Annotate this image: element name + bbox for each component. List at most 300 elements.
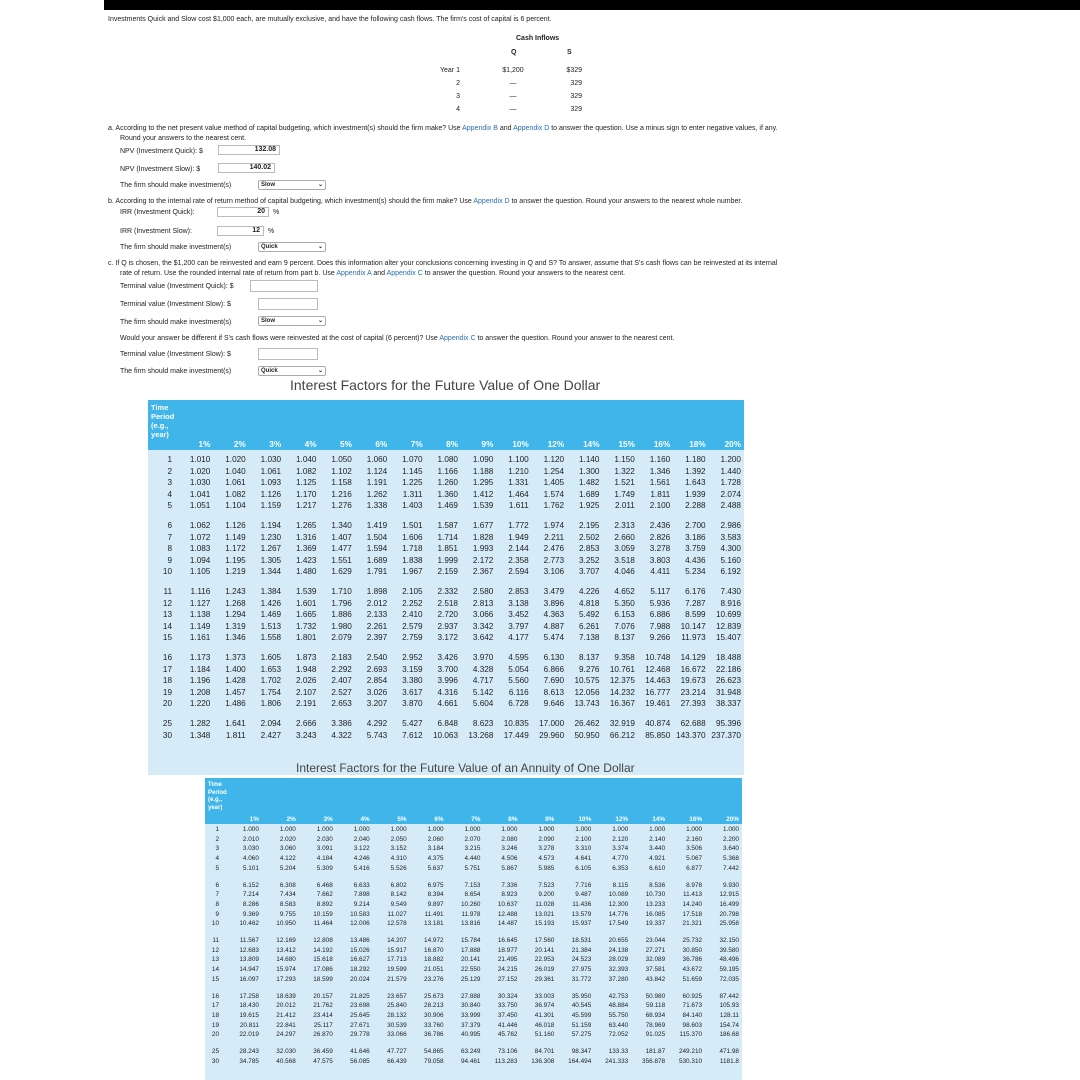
table-cell: 27.888 <box>460 992 481 1000</box>
table-cell: 3.386 <box>331 719 352 728</box>
part-c-text-post: to answer the question. Round your answers to the nearest cent. <box>422 270 626 277</box>
table-cell: 41.646 <box>350 1048 370 1055</box>
table-cell: 21.412 <box>276 1011 296 1019</box>
table-cell: 98.347 <box>571 1048 592 1055</box>
table-cell: 1.346 <box>649 466 671 476</box>
table-cell: 13.233 <box>645 900 666 908</box>
appendix-a-link[interactable]: Appendix A <box>336 270 372 277</box>
table-cell: 3.159 <box>402 664 423 674</box>
tv-slow-input[interactable] <box>258 298 318 310</box>
table-cell: 1.191 <box>366 478 388 488</box>
table-cell: 32.393 <box>608 966 629 974</box>
table-cell: 2.436 <box>649 521 671 530</box>
table-cell: 27.975 <box>571 966 592 974</box>
table-cell: 6.192 <box>720 567 741 577</box>
table-cell: 25.732 <box>682 937 703 944</box>
table-cell: 17.518 <box>682 910 703 918</box>
table-cell: 1.126 <box>260 489 282 499</box>
table-cell: 3.642 <box>472 633 494 643</box>
irr-quick-input[interactable]: 20 <box>217 207 269 217</box>
cf-year: 2 <box>456 80 460 87</box>
table-cell: 21.321 <box>682 920 703 928</box>
table-cell: 1.230 <box>260 532 282 542</box>
table-cell: 1.504 <box>366 532 388 542</box>
table-cell: 19.673 <box>680 676 706 686</box>
table-cell: 2.720 <box>437 610 458 620</box>
table-cell: 2.580 <box>472 587 494 596</box>
table-cell: 1.149 <box>225 532 246 542</box>
table-cell: 35.950 <box>571 992 592 1000</box>
table-cell: 25.958 <box>719 920 739 928</box>
tv-slow2-label: Terminal value (Investment Slow): $ <box>120 351 231 358</box>
table-cell: 1.276 <box>331 501 352 511</box>
table-cell: 7.336 <box>501 881 518 889</box>
period-label: 8 <box>215 900 219 908</box>
cf-year: 4 <box>456 106 460 113</box>
table-cell: 154.74 <box>719 1021 739 1029</box>
table-cell: 2.050 <box>390 835 407 843</box>
table-cell: 6.886 <box>649 610 671 620</box>
table-cell: 26.870 <box>313 1031 333 1039</box>
period-label: 11 <box>163 587 172 596</box>
table-cell: 4.246 <box>353 855 370 863</box>
table-cell: 23.276 <box>424 975 444 983</box>
table-cell: 2.488 <box>720 501 741 511</box>
table-cell: 36.786 <box>682 956 703 964</box>
table-cell: 1.828 <box>472 532 494 542</box>
table-cell: 6.802 <box>390 881 407 889</box>
part-a-round-note: Round your answers to the nearest cent. <box>120 135 247 142</box>
table-cell: 3.583 <box>720 532 741 542</box>
table-cell: 47.727 <box>387 1048 407 1055</box>
table-cell: 8.115 <box>612 881 629 889</box>
table-cell: 1.898 <box>366 587 388 596</box>
table-cell: 13.809 <box>239 956 259 964</box>
table-cell: 1.967 <box>402 567 423 577</box>
irr-slow-input[interactable]: 12 <box>217 226 264 236</box>
table-cell: 1.145 <box>402 466 423 476</box>
table-cell: 1.440 <box>720 466 741 476</box>
table-cell: 2.011 <box>614 501 635 511</box>
table-cell: 1.225 <box>402 478 423 488</box>
table-cell: 11.567 <box>239 937 259 944</box>
table-cell: 11.027 <box>387 910 407 918</box>
table-cell: 10.748 <box>645 653 671 662</box>
table-cell: 18.599 <box>313 975 333 983</box>
table-cell: 7.690 <box>543 676 565 686</box>
table-cell: 1.714 <box>437 532 458 542</box>
table-cell: 3.518 <box>614 555 635 565</box>
table-cell: 1.172 <box>225 544 246 554</box>
tv-quick-input[interactable] <box>250 280 318 292</box>
table-cell: 32.150 <box>719 937 739 944</box>
period-label: 9 <box>167 555 172 565</box>
table-cell: 7.716 <box>575 881 592 889</box>
part-c-decision-select[interactable] <box>258 316 326 326</box>
period-label: 8 <box>167 544 172 554</box>
part-a-decision-select[interactable] <box>258 180 326 190</box>
table-cell: 5.350 <box>614 598 635 608</box>
table-cell: 18.882 <box>424 956 444 964</box>
tv-quick-label: Terminal value (Investment Quick): $ <box>120 283 234 290</box>
table-cell: 1.426 <box>260 598 282 608</box>
period-label: 5 <box>215 864 219 872</box>
table-cell: 2.292 <box>331 664 352 674</box>
table-cell: 23.657 <box>387 992 407 1000</box>
table-cell: 4.310 <box>390 855 407 863</box>
table-cell: 25.645 <box>350 1011 370 1019</box>
table-cell: 16.367 <box>609 699 635 709</box>
table-cell: 1.594 <box>366 544 388 554</box>
table-cell: 1.851 <box>437 544 458 554</box>
table-cell: 13.181 <box>424 920 444 928</box>
table-cell: 5.560 <box>508 676 529 686</box>
table-cell: 3.996 <box>437 676 458 686</box>
column-header: 15% <box>618 440 635 449</box>
table-cell: 14.487 <box>497 920 518 928</box>
table-cell: 9.214 <box>353 900 370 908</box>
table-cell: 6.353 <box>612 864 629 872</box>
table-cell: 3.138 <box>508 598 529 608</box>
period-label: 14 <box>211 966 219 974</box>
table-cell: 3.243 <box>296 730 317 740</box>
table-cell: 15.784 <box>460 937 481 944</box>
chevron-down-icon: ⌄ <box>317 244 323 250</box>
table-cell: 1.477 <box>331 544 352 554</box>
table-cell: 1.718 <box>402 544 423 554</box>
table-cell: 18.977 <box>497 946 518 954</box>
table-cell: 12.683 <box>239 946 259 954</box>
table-cell: 1.993 <box>472 544 494 554</box>
table-cell: 1.294 <box>225 610 246 620</box>
part-c-decision2-value: Quick <box>261 368 278 374</box>
table-cell: 1.407 <box>331 532 352 542</box>
table-cell: 2.159 <box>437 567 458 577</box>
column-header: 8% <box>446 440 458 449</box>
table-cell: 3.970 <box>472 653 494 662</box>
table-cell: 62.688 <box>680 719 706 728</box>
table-cell: 5.160 <box>720 555 741 565</box>
table-cell: 6.848 <box>437 719 458 728</box>
table-cell: 2.653 <box>331 699 352 709</box>
table-cell: 12.488 <box>497 910 518 918</box>
period-label: 12 <box>162 598 172 608</box>
table-cell: 10.950 <box>276 920 296 928</box>
table-cell: 63.440 <box>608 1021 629 1029</box>
table-cell: 17.000 <box>539 719 565 728</box>
appendix-d-link-b[interactable]: Appendix D <box>473 198 510 205</box>
table-cell: 9.358 <box>614 653 635 662</box>
table-cell: 21.825 <box>350 992 370 1000</box>
tv-slow2-input[interactable] <box>258 348 318 360</box>
table-cell: 2.407 <box>331 676 352 686</box>
table-cell: 33.066 <box>387 1031 407 1039</box>
table-cell: 72.052 <box>608 1031 629 1039</box>
table-cell: 1.116 <box>190 587 211 596</box>
table-cell: 1.040 <box>296 455 317 464</box>
table-cell: 28.213 <box>424 1002 444 1010</box>
table-cell: 25.129 <box>460 975 481 983</box>
table-cell: 40.545 <box>571 1002 592 1010</box>
table-cell: 1.062 <box>189 521 211 530</box>
table-cell: 1.030 <box>260 455 282 464</box>
table-cell: 1.083 <box>189 544 211 554</box>
table-cell: 8.583 <box>279 900 296 908</box>
table-cell: 1.120 <box>543 455 565 464</box>
table-cell: 1.319 <box>225 621 246 631</box>
table-cell: 57.275 <box>571 1031 592 1039</box>
table-cell: 2.140 <box>649 835 666 843</box>
table-cell: 72.035 <box>719 975 739 983</box>
table-cell: 3.059 <box>614 544 635 554</box>
table-cell: 3.252 <box>579 555 600 565</box>
table-cell: 1.070 <box>402 455 423 464</box>
table-cell: 5.309 <box>316 864 333 872</box>
table-cell: 24.297 <box>276 1031 296 1039</box>
table-cell: 5.142 <box>472 687 494 697</box>
table-cell: 8.599 <box>685 610 706 620</box>
table-cell: 2.080 <box>501 835 518 843</box>
table-cell: 2.160 <box>686 835 703 843</box>
npv-quick-label: NPV (Investment Quick): $ <box>120 148 203 155</box>
table-cell: 10.730 <box>645 891 666 899</box>
table-cell: 10.063 <box>432 730 458 740</box>
table-cell: 1.000 <box>686 826 703 833</box>
table-cell: 8.892 <box>316 900 333 908</box>
table-cell: 20.141 <box>534 946 555 954</box>
table-cell: 36.786 <box>424 1031 444 1039</box>
table-cell: 1181.8 <box>719 1057 739 1065</box>
table-cell: 2.074 <box>720 489 741 499</box>
table-cell: 6.610 <box>649 864 666 872</box>
table-cell: 9.549 <box>390 900 407 908</box>
table-cell: 2.358 <box>508 555 529 565</box>
table-cell: 48.496 <box>719 956 739 964</box>
table-cell: 15.407 <box>715 633 741 643</box>
period-label: 20 <box>162 699 172 709</box>
table-cell: 4.184 <box>316 855 333 863</box>
table-cell: 1.217 <box>296 501 317 511</box>
table-cell: 25.673 <box>424 992 444 1000</box>
table-cell: 5.526 <box>390 864 407 872</box>
table-cell: 79.058 <box>424 1057 444 1065</box>
table-cell: 16.627 <box>350 956 370 964</box>
table-cell: 14.776 <box>608 910 629 918</box>
table-cell: 10.147 <box>680 621 706 631</box>
table-cell: 1.265 <box>296 521 317 530</box>
table-cell: 1.000 <box>427 826 444 833</box>
table-cell: 3.030 <box>242 845 259 853</box>
table-cell: 1.051 <box>189 501 211 511</box>
table-cell: 21.051 <box>424 966 444 974</box>
table-cell: 33.760 <box>424 1021 444 1029</box>
table-cell: 1.665 <box>296 610 317 620</box>
table-cell: 4.046 <box>614 567 635 577</box>
table-cell: 1.873 <box>296 653 317 662</box>
table-cell: 2.853 <box>508 587 529 596</box>
npv-slow-input[interactable]: 140.02 <box>218 163 275 173</box>
table-cell: 66.439 <box>387 1057 407 1065</box>
table-cell: 2.012 <box>366 598 388 608</box>
table-cell: 3.803 <box>649 555 671 565</box>
table-cell: 1.000 <box>279 826 296 833</box>
table-cell: 7.988 <box>649 621 671 631</box>
part-b-decision-select[interactable] <box>258 242 326 252</box>
part-a-decision-value: Slow <box>261 182 276 188</box>
column-header: 20% <box>724 440 741 449</box>
table-cell: 16.085 <box>645 910 666 918</box>
table-cell: 1.158 <box>331 478 352 488</box>
table-cell: 26.623 <box>715 676 741 686</box>
table-cell: 30.840 <box>460 1002 481 1010</box>
part-b-decision-value: Quick <box>261 244 278 250</box>
period-label: 18 <box>211 1011 219 1019</box>
column-header: 16% <box>689 816 703 823</box>
table-cell: 164.494 <box>568 1057 592 1065</box>
period-label: 14 <box>162 621 172 631</box>
table-cell: 23.044 <box>645 937 666 944</box>
table-cell: 241.333 <box>605 1057 629 1065</box>
table-cell: 5.474 <box>543 633 565 643</box>
table-cell: 2.813 <box>472 598 494 608</box>
table-cell: 87.442 <box>719 992 739 1000</box>
appendix-b-link[interactable]: Appendix B <box>462 125 498 132</box>
period-label: 3 <box>167 478 172 488</box>
table-cell: 5.985 <box>538 864 555 872</box>
table-cell: 3.479 <box>543 587 565 596</box>
table-cell: 16.499 <box>719 900 739 908</box>
table-cell: 1.000 <box>649 826 666 833</box>
appendix-d-link[interactable]: Appendix D <box>513 125 550 132</box>
appendix-c-link[interactable]: Appendix C <box>386 270 423 277</box>
cf-s-value: 329 <box>570 80 582 87</box>
column-header: 14% <box>652 816 666 823</box>
table-cell: 1.000 <box>501 826 518 833</box>
table-cell: 1.403 <box>402 501 423 511</box>
table-cell: 1.180 <box>685 455 706 464</box>
table-cell: 128.11 <box>719 1011 739 1019</box>
table-cell: 91.025 <box>645 1031 666 1039</box>
table-cell: 1.551 <box>331 555 352 565</box>
table-cell: 249.210 <box>678 1048 703 1055</box>
period-label: 9 <box>215 910 219 918</box>
table-cell: 3.310 <box>575 845 592 853</box>
table-cell: 51.659 <box>682 975 703 983</box>
table-cell: 1.482 <box>579 478 600 488</box>
period-label: 6 <box>215 881 219 889</box>
table-cell: 1.082 <box>225 489 246 499</box>
table-cell: 6.116 <box>508 687 529 697</box>
table-cell: 2.030 <box>316 835 333 843</box>
table-cell: 12.808 <box>313 937 333 944</box>
table-cell: 1.340 <box>331 521 352 530</box>
table-cell: 10.462 <box>239 920 259 928</box>
table-cell: 1.260 <box>437 478 458 488</box>
table-cell: 51.159 <box>571 1021 592 1029</box>
table-cell: 1.020 <box>189 466 211 476</box>
table-cell: 2.427 <box>260 730 282 740</box>
table-cell: 1.125 <box>296 478 317 488</box>
table-cell: 1.072 <box>189 532 211 542</box>
table-cell: 56.085 <box>350 1057 370 1065</box>
table-cell: 1.948 <box>296 664 317 674</box>
part-c-decision2-select[interactable] <box>258 366 326 376</box>
table-cell: 36.974 <box>534 1002 555 1010</box>
table-cell: 3.640 <box>722 845 739 853</box>
part-c-decision2-label: The firm should make investment(s) <box>120 368 232 375</box>
period-label: 17 <box>162 664 172 674</box>
table-cell: 20.798 <box>719 910 739 918</box>
column-header: 1% <box>249 816 259 823</box>
table-cell: 2.937 <box>437 621 458 631</box>
table-cell: 11.413 <box>682 891 703 899</box>
table-cell: 4.641 <box>575 855 592 863</box>
table-cell: 26.019 <box>534 966 555 974</box>
table-cell: 1.041 <box>189 489 211 499</box>
table-cell: 40.874 <box>645 719 671 728</box>
cf-year: 3 <box>456 93 460 100</box>
table-cell: 17.086 <box>313 966 333 974</box>
part-a-text: a. According to the net present value method of capital budgeting, which investment(s) should the firm make? Use <box>108 125 463 132</box>
npv-quick-input[interactable]: 132.08 <box>218 145 280 155</box>
table-cell: 1.140 <box>579 455 600 464</box>
table-cell: 28.132 <box>387 1011 407 1019</box>
table-cell: 1.020 <box>225 455 246 464</box>
table-cell: 3.896 <box>543 598 565 608</box>
table-cell: 3.060 <box>279 845 296 853</box>
table-cell: 4.717 <box>472 676 494 686</box>
column-header: 8% <box>508 816 518 823</box>
table-cell: 2.579 <box>402 621 423 631</box>
table-cell: 11.028 <box>535 900 555 908</box>
table-cell: 27.271 <box>645 946 666 954</box>
appendix-c-link-2[interactable]: Appendix C <box>439 335 476 342</box>
table-cell: 1.093 <box>260 478 282 488</box>
table-cell: 85.850 <box>645 730 671 740</box>
table-cell: 113.283 <box>494 1057 518 1065</box>
part-c-text: rate of return. Use the rounded internal rate of return from part b. Use <box>120 270 337 277</box>
table-cell: 1.801 <box>296 633 317 643</box>
table-cell: 20.024 <box>350 975 370 983</box>
table-cell: 8.978 <box>686 881 703 889</box>
table-cell: 1.200 <box>720 455 741 464</box>
table-cell: 2.010 <box>242 835 259 843</box>
table-cell: 1.749 <box>614 489 635 499</box>
table-cell: 16.097 <box>239 975 259 983</box>
table-cell: 16.870 <box>424 946 444 954</box>
table-cell: 40.568 <box>276 1057 296 1065</box>
table-cell: 2.183 <box>331 653 352 662</box>
table-cell: 7.214 <box>242 891 259 899</box>
table-cell: 2.191 <box>296 699 317 709</box>
table-cell: 3.342 <box>472 621 494 631</box>
table-cell: 2.107 <box>296 687 317 697</box>
table-cell: 12.056 <box>574 687 600 697</box>
table-cell: 6.152 <box>242 881 259 889</box>
period-label: 20 <box>211 1031 219 1039</box>
table-cell: 15.618 <box>313 956 333 964</box>
table-cell: 3.426 <box>437 653 458 662</box>
table-cell: 11.973 <box>681 633 706 643</box>
table-cell: 1.268 <box>225 598 246 608</box>
table-cell: 95.396 <box>715 719 741 728</box>
table-cell: 12.006 <box>350 920 370 928</box>
table-cell: 6.633 <box>353 881 370 889</box>
irr-slow-pct: % <box>268 228 275 235</box>
table-cell: 7.662 <box>316 891 333 899</box>
table-cell: 17.549 <box>608 920 629 928</box>
table-cell: 1.102 <box>331 466 352 476</box>
